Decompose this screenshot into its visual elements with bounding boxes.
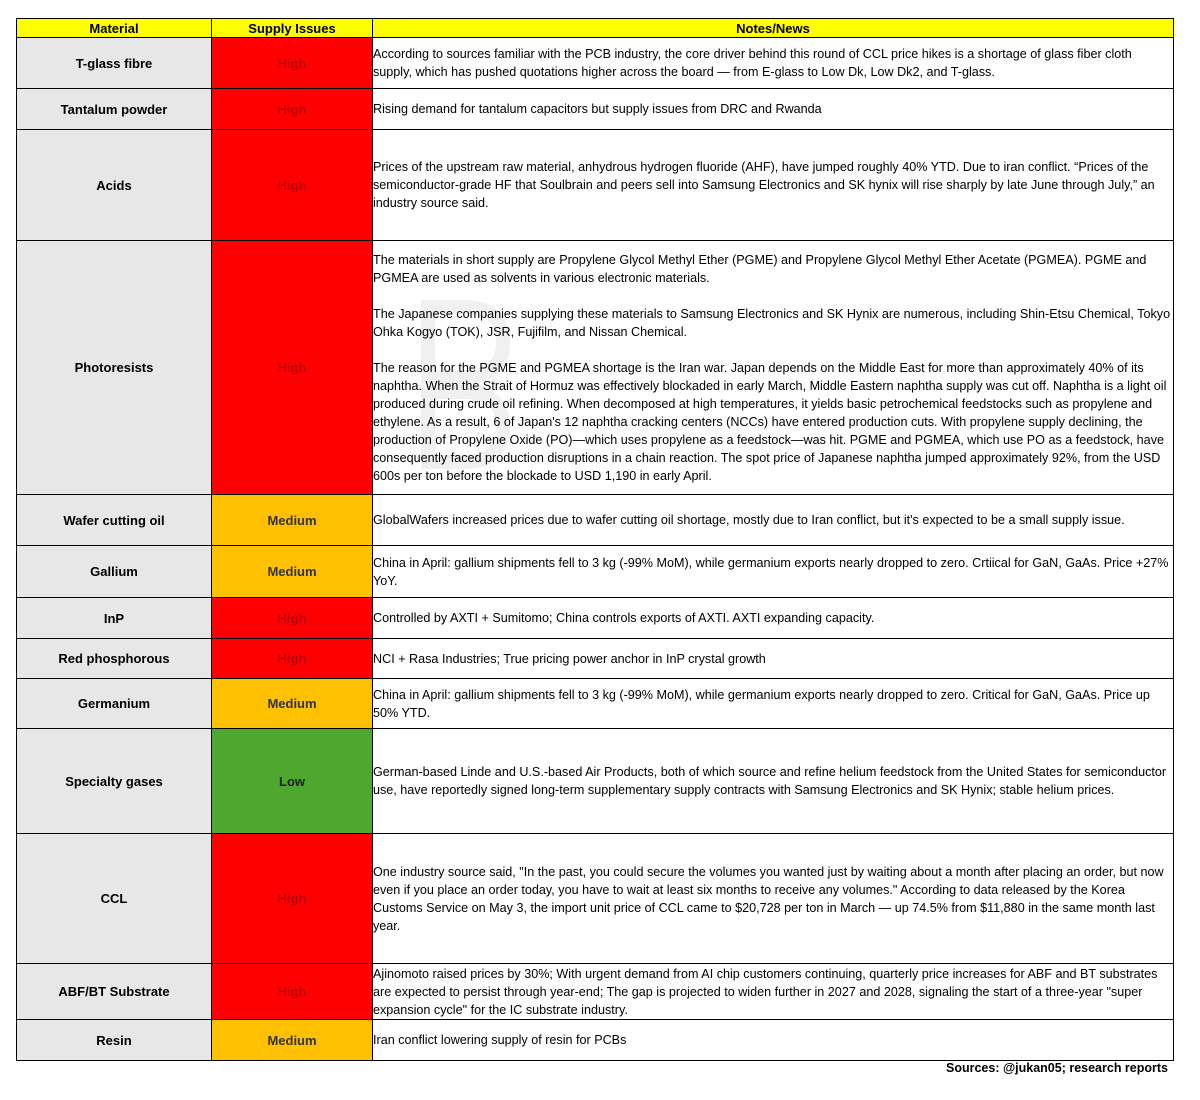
note-paragraph: The Japanese companies supplying these materials to Samsung Electronics and SK Hynix are numerous, including Shin-Etsu Chemical, Tokyo Ohka Kogyo (TOK), JSR, Fujifilm, and Nissan Chemical. <box>373 306 1171 339</box>
material-cell: T-glass fibre <box>17 38 212 89</box>
header-supply-issues: Supply Issues <box>212 19 373 38</box>
supply-level-cell: Low <box>212 729 373 834</box>
table-row <box>17 964 1174 1020</box>
note-paragraph: China in April: gallium shipments fell to 3 kg (-99% MoM), while germanium exports nearly dropped to zero. Crtiical for GaN, GaAs. Price +27% YoY. <box>373 555 1169 588</box>
material-cell: Gallium <box>17 546 212 598</box>
note-paragraph: German-based Linde and U.S.-based Air Products, both of which source and refine helium feedstock from the United States for semiconductor use, have reportedly signed long-term supplementary supply contracts with Samsung Electronics and SK Hynix; stable helium prices. <box>373 765 1167 797</box>
notes-cell <box>373 89 1174 130</box>
table-row <box>17 639 1174 679</box>
notes-cell <box>373 834 1174 964</box>
note-paragraph: GlobalWafers increased prices due to wafer cutting oil shortage, mostly due to Iran conflict, but it's expected to be a small supply issue. <box>373 513 1125 527</box>
note-paragraph: One industry source said, "In the past, you could secure the volumes you wanted just by waiting about a month after placing an order, but now even if you place an order today, you have to wait at least six months to receive any volumes." According to data released by the Korea Customs Service on May 3, the import unit price of CCL came to $20,728 per ton in March — up 74.5% from $11,880 in the same month last year. <box>373 864 1164 933</box>
note-paragraph: Prices of the upstream raw material, anhydrous hydrogen fluoride (AHF), have jumped roughly 40% YTD. Due to iran conflict. “Prices of the semiconductor-grade HF that Soulbrain and peers sell into Samsung Electronics and SK hynix will rise sharply by late June through July,” an industry source said. <box>373 160 1155 210</box>
supply-level-cell: Medium <box>212 495 373 546</box>
supply-level-cell: High <box>212 241 373 495</box>
table-row <box>17 834 1174 964</box>
table-row <box>17 729 1174 834</box>
note-paragraph: The materials in short supply are Propylene Glycol Methyl Ether (PGME) and Propylene Glycol Methyl Ether Acetate (PGMEA). PGME and PGMEA are used as solvents in various electronic materials. <box>373 252 1147 285</box>
supply-level-cell: High <box>212 38 373 89</box>
material-cell: InP <box>17 598 212 639</box>
note-paragraph: Controlled by AXTI + Sumitomo; China controls exports of AXTI. AXTI expanding capacity. <box>373 611 875 625</box>
table-body <box>17 38 1174 1061</box>
notes-cell <box>373 546 1174 598</box>
material-cell: Red phosphorous <box>17 639 212 679</box>
table-row <box>17 679 1174 729</box>
table-row <box>17 89 1174 130</box>
table-row <box>17 241 1174 495</box>
supply-level-cell: High <box>212 89 373 130</box>
supply-level-cell: High <box>212 639 373 679</box>
material-cell: Resin <box>17 1020 212 1061</box>
notes-cell <box>373 639 1174 679</box>
material-cell: Wafer cutting oil <box>17 495 212 546</box>
supply-level-cell: Medium <box>212 679 373 729</box>
header-row <box>17 19 1174 38</box>
note-paragraph: According to sources familiar with the PCB industry, the core driver behind this round of CCL price hikes is a shortage of glass fiber cloth supply, which has pushed quotations higher across the board — from E-glass to Low Dk, Low Dk2, and T-glass. <box>373 47 1132 79</box>
note-paragraph: Ajinomoto raised prices by 30%; With urgent demand from AI chip customers continuing, quarterly price increases for ABF and BT substrates are expected to persist through year-end; The gap is projected to widen further in 2027 and 2028, signaling the start of a three-year "super expansion cycle" for the IC substrate industry. <box>373 966 1158 1017</box>
header-notes: Notes/News <box>373 19 1174 38</box>
note-paragraph: Iran conflict lowering supply of resin for PCBs <box>373 1033 627 1047</box>
material-cell: Tantalum powder <box>17 89 212 130</box>
table-row <box>17 1020 1174 1061</box>
note-paragraph: NCI + Rasa Industries; True pricing power anchor in InP crystal growth <box>373 651 766 666</box>
notes-cell <box>373 729 1174 834</box>
material-cell: ABF/BT Substrate <box>17 964 212 1020</box>
supply-level-cell: Medium <box>212 546 373 598</box>
material-cell: Photoresists <box>17 241 212 495</box>
supply-level-cell: High <box>212 598 373 639</box>
material-cell: Acids <box>17 130 212 241</box>
supply-level-cell: High <box>212 964 373 1020</box>
material-cell: CCL <box>17 834 212 964</box>
notes-cell <box>373 964 1174 1020</box>
notes-cell <box>373 38 1174 89</box>
note-paragraph: China in April: gallium shipments fell to 3 kg (-99% MoM), while germanium exports nearly dropped to zero. Critical for GaN, GaAs. Price up 50% YTD. <box>373 687 1150 720</box>
supply-level-cell: High <box>212 834 373 964</box>
notes-cell <box>373 598 1174 639</box>
notes-cell <box>373 495 1174 546</box>
notes-cell <box>373 130 1174 241</box>
note-paragraph: Rising demand for tantalum capacitors but supply issues from DRC and Rwanda <box>373 102 822 116</box>
notes-cell <box>373 241 1174 495</box>
table-row <box>17 598 1174 639</box>
table-row <box>17 38 1174 89</box>
notes-cell <box>373 679 1174 729</box>
supply-issues-table <box>16 18 1174 1061</box>
supply-level-cell: Medium <box>212 1020 373 1061</box>
sources-note: Sources: @jukan05; research reports <box>945 1061 1168 1075</box>
table-row <box>17 546 1174 598</box>
notes-cell <box>373 1020 1174 1061</box>
note-paragraph: The reason for the PGME and PGMEA shortage is the Iran war. Japan depends on the Middle East for more than approximately 40% of its naphtha. When the Strait of Hormuz was effectively blockaded in early March, Middle Eastern naphtha supply was cut off. Naphtha is a light oil produced during crude oil refining. When decomposed at high temperatures, it yields basic petrochemical feedstocks such as propylene and ethylene. As a result, 6 of Japan's 12 naphtha cracking centers (NCCs) have entered production cuts. With propylene supply declining, the production of Propylene Oxide (PO)—which uses propylene as a feedstock—was hit. PGME and PGMEA, which use PO as a feedstock, have consequently faced production disruptions in a chain reaction. The spot price of Japanese naphtha jumped approximately 92%, from the USD 600s per ton before the blockade to USD 1,190 in early April. <box>373 360 1167 483</box>
supply-level-cell: High <box>212 130 373 241</box>
header-material: Material <box>17 19 212 38</box>
material-cell: Germanium <box>17 679 212 729</box>
table-row <box>17 130 1174 241</box>
material-cell: Specialty gases <box>17 729 212 834</box>
table-row <box>17 495 1174 546</box>
